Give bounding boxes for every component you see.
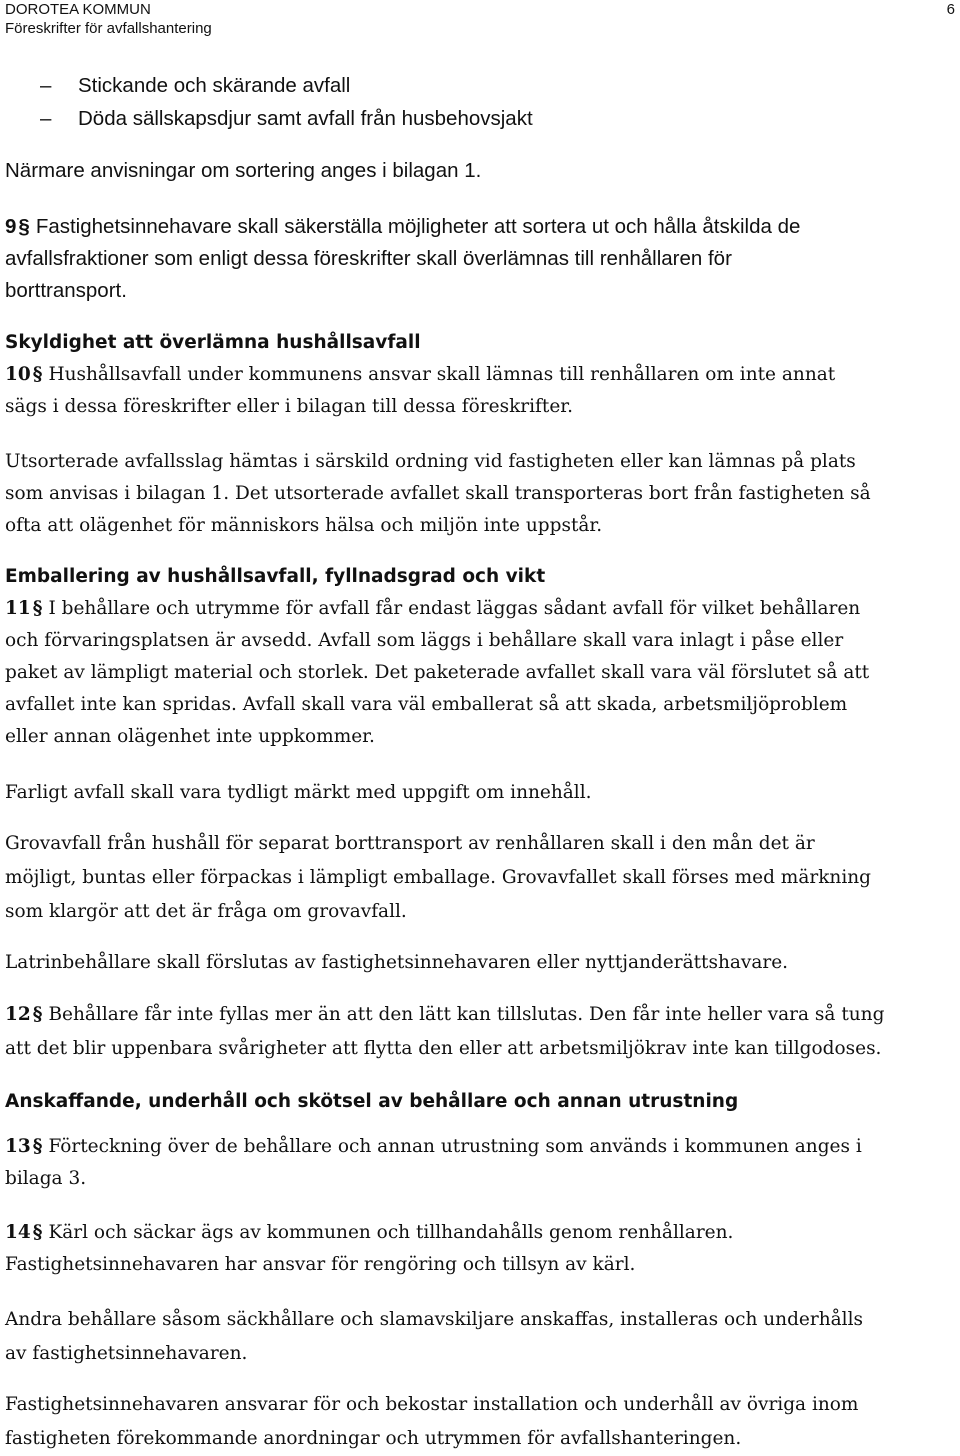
paragraph: [5, 827, 960, 929]
paragraph-11: [5, 593, 960, 753]
sorting-note: Närmare anvisningar om sortering anges i bilagan 1.: [5, 159, 482, 182]
header-org: DOROTEA KOMMUN: [5, 1, 151, 18]
section-sign: §: [18, 215, 30, 238]
paragraph-13: [5, 1131, 960, 1195]
dash-bullet: –: [40, 74, 52, 97]
paragraph-9: [5, 211, 960, 307]
paragraph: Latrinbehållare skall förslutas av fastighetsinnehavaren eller nyttjanderättshavare.: [5, 952, 789, 973]
paragraph-line: Fastighetsinnehavaren har ansvar för rengöring och tillsyn av kärl.: [5, 1254, 636, 1275]
paragraph-line: avfallsfraktioner som enligt dessa föreskrifter skall överlämnas till renhållaren för: [5, 247, 732, 270]
paragraph-line: som anvisas i bilagan 1. Det utsorterade avfallet skall transporteras bort från fastigheten så: [5, 483, 871, 504]
paragraph-line: avfallet inte kan spridas. Avfall skall vara väl emballerat så att skada, arbetsmiljöproblem: [5, 694, 848, 715]
list-item: [40, 103, 533, 135]
paragraph-number: 9: [5, 215, 17, 238]
page-header: [5, 0, 955, 44]
section-sign: §: [32, 1136, 43, 1157]
paragraph-line: borttransport.: [5, 279, 127, 302]
section-heading: Emballering av hushållsavfall, fyllnadsgrad och vikt: [5, 566, 546, 587]
paragraph-line: sägs i dessa föreskrifter eller i bilagan till dessa föreskrifter.: [5, 396, 573, 417]
paragraph-line: Grovavfall från hushåll för separat borttransport av renhållaren skall i den mån det är: [5, 833, 815, 854]
paragraph: Farligt avfall skall vara tydligt märkt med uppgift om innehåll.: [5, 782, 592, 803]
paragraph-line: Andra behållare såsom säckhållare och slamavskiljare anskaffas, installeras och underhålls: [5, 1309, 863, 1330]
list-item: [40, 70, 350, 102]
paragraph-line: paket av lämpligt material och storlek. Det paketerade avfallet skall vara väl förslutet så att: [5, 662, 870, 683]
paragraph-line: I behållare och utrymme för avfall får endast läggas sådant avfall för vilket behållaren: [48, 598, 861, 619]
paragraph-line: Hushållsavfall under kommunens ansvar skall lämnas till renhållaren om inte annat: [48, 364, 836, 385]
paragraph-line: Fastighetsinnehavare skall säkerställa möjligheter att sortera ut och hålla åtskilda de: [35, 215, 801, 238]
page-number: 6: [946, 1, 955, 18]
section-sign: §: [32, 1222, 43, 1243]
paragraph-number: 13: [5, 1136, 31, 1157]
paragraph-line: Behållare får inte fyllas mer än att den lätt kan tillslutas. Den får inte heller vara så tung: [48, 1004, 885, 1025]
paragraph-line: ofta att olägenhet för människors hälsa och miljön inte uppstår.: [5, 515, 603, 536]
header-left: [5, 0, 212, 38]
paragraph-line: som klargör att det är fråga om grovavfall.: [5, 901, 407, 922]
paragraph: [5, 446, 960, 542]
paragraph-line: eller annan olägenhet inte uppkommer.: [5, 726, 375, 747]
paragraph-line: möjligt, buntas eller förpackas i lämpligt emballage. Grovavfallet skall förses med märkning: [5, 867, 872, 888]
paragraph-line: och förvaringsplatsen är avsedd. Avfall som läggs i behållare skall vara inlagt i påse eller: [5, 630, 844, 651]
paragraph-12: [5, 998, 960, 1066]
paragraph-line: fastigheten förekommande anordningar och utrymmen för avfallshanteringen.: [5, 1428, 742, 1449]
paragraph-line: Förteckning över de behållare och annan utrustning som används i kommunen anges i: [48, 1136, 862, 1157]
section-sign: §: [32, 1004, 43, 1025]
paragraph: [5, 1388, 960, 1456]
dash-bullet: –: [40, 107, 52, 130]
paragraph-10: [5, 359, 960, 423]
paragraph-line: Utsorterade avfallsslag hämtas i särskild ordning vid fastigheten eller kan lämnas på plats: [5, 451, 856, 472]
paragraph-number: 14: [5, 1222, 31, 1243]
section-heading: Anskaffande, underhåll och skötsel av behållare och annan utrustning: [5, 1091, 739, 1112]
paragraph-line: bilaga 3.: [5, 1168, 87, 1189]
section-heading: Skyldighet att överlämna hushållsavfall: [5, 332, 421, 353]
paragraph: [5, 1303, 960, 1371]
section-sign: §: [32, 364, 43, 385]
paragraph-line: att det blir uppenbara svårigheter att flytta den eller att arbetsmiljökrav inte kan tillgodoses.: [5, 1038, 882, 1059]
paragraph-14: [5, 1217, 960, 1281]
list-item-text: Stickande och skärande avfall: [78, 74, 351, 97]
paragraph-number: 10: [5, 364, 31, 385]
paragraph-number: 11: [5, 598, 31, 619]
paragraph-line: Fastighetsinnehavaren ansvarar för och bekostar installation och underhåll av övriga inom: [5, 1394, 859, 1415]
list-item-text: Döda sällskapsdjur samt avfall från husbehovsjakt: [78, 107, 533, 130]
section-sign: §: [32, 598, 43, 619]
paragraph-line: Kärl och säckar ägs av kommunen och tillhandahålls genom renhållaren.: [48, 1222, 734, 1243]
paragraph-line: av fastighetsinnehavaren.: [5, 1343, 248, 1364]
paragraph-number: 12: [5, 1004, 31, 1025]
header-doc-title: Föreskrifter för avfallshantering: [5, 20, 212, 37]
